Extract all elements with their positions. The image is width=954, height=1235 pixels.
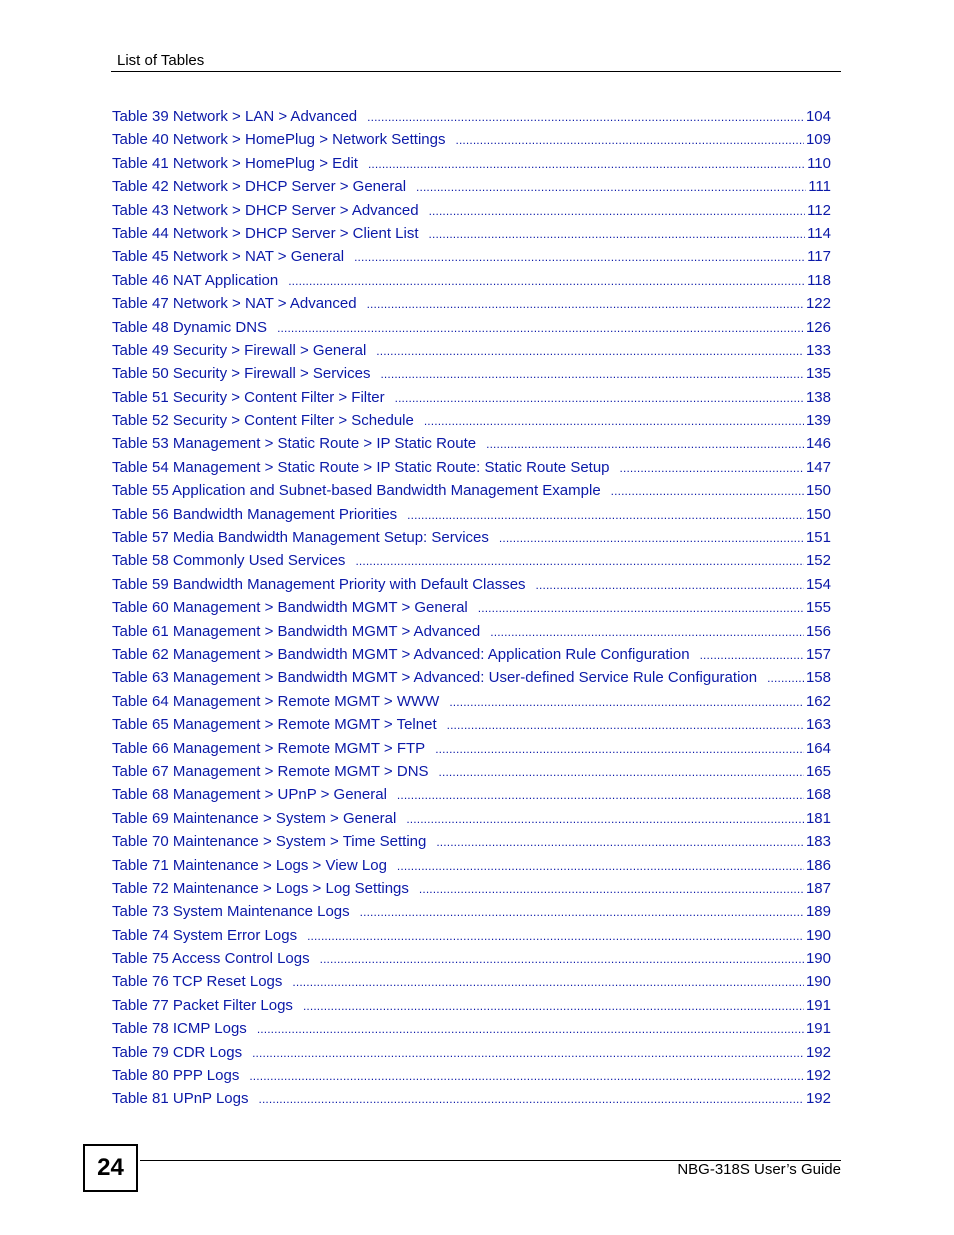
- toc-entry-link[interactable]: [112, 339, 831, 362]
- toc-entry-link[interactable]: [112, 549, 831, 572]
- dot-leader: [767, 667, 804, 690]
- toc-entry-page: 191: [805, 996, 831, 1014]
- toc-entry-link[interactable]: [112, 1041, 831, 1064]
- toc-entry-page: 189: [805, 903, 831, 921]
- toc-entry-title: Table 46 NAT Application: [112, 271, 279, 289]
- toc-entry-title: Table 76 TCP Reset Logs: [112, 973, 283, 991]
- toc-entry-title: Table 69 Maintenance > System > General: [112, 809, 397, 827]
- dot-leader: [354, 246, 805, 269]
- toc-entry-page: 150: [805, 505, 831, 523]
- dot-leader: [456, 129, 804, 152]
- toc-entry-link[interactable]: [112, 854, 831, 877]
- toc-entry-link[interactable]: [112, 316, 831, 339]
- toc-entry-title: Table 68 Management > UPnP > General: [112, 786, 387, 804]
- toc-entry-link[interactable]: [112, 1064, 831, 1087]
- toc-entry-page: 114: [807, 224, 831, 242]
- dot-leader: [424, 410, 804, 433]
- toc-entry-link[interactable]: [112, 994, 831, 1017]
- toc-entry-page: 111: [808, 178, 831, 196]
- dot-leader: [449, 691, 804, 714]
- list-of-tables: [112, 105, 831, 1111]
- dot-leader: [368, 153, 805, 176]
- toc-entry-title: Table 51 Security > Content Filter > Filter: [112, 388, 385, 406]
- toc-entry-link[interactable]: [112, 432, 831, 455]
- toc-entry-page: 168: [805, 786, 831, 804]
- toc-entry-page: 135: [805, 365, 831, 383]
- toc-entry-title: Table 44 Network > DHCP Server > Client List: [112, 224, 419, 242]
- toc-entry-link[interactable]: [112, 199, 831, 222]
- toc-entry-page: 112: [807, 201, 831, 219]
- toc-entry-title: Table 73 System Maintenance Logs: [112, 903, 350, 921]
- dot-leader: [499, 527, 804, 550]
- toc-entry-link[interactable]: [112, 924, 831, 947]
- toc-entry-link[interactable]: [112, 690, 831, 713]
- toc-entry-title: Table 52 Security > Content Filter > Schedule: [112, 412, 414, 430]
- dot-leader: [490, 621, 804, 644]
- toc-entry-title: Table 39 Network > LAN > Advanced: [112, 108, 358, 125]
- toc-entry-page: 118: [807, 271, 831, 289]
- dot-leader: [447, 714, 804, 737]
- dot-leader: [620, 457, 804, 480]
- toc-entry-page: 156: [805, 622, 831, 640]
- toc-entry-link[interactable]: [112, 737, 831, 760]
- toc-entry-page: 187: [805, 879, 831, 897]
- toc-entry-page: 186: [805, 856, 831, 874]
- dot-leader: [380, 363, 804, 386]
- toc-entry-link[interactable]: [112, 222, 831, 245]
- toc-entry-page: 155: [805, 599, 831, 617]
- toc-entry-title: Table 77 Packet Filter Logs: [112, 996, 293, 1014]
- toc-entry-title: Table 49 Security > Firewall > General: [112, 341, 367, 359]
- toc-entry-page: 154: [805, 575, 831, 593]
- toc-entry-title: Table 67 Management > Remote MGMT > DNS: [112, 762, 429, 780]
- toc-entry-link[interactable]: [112, 666, 831, 689]
- toc-entry-link[interactable]: [112, 292, 831, 315]
- toc-entry-title: Table 47 Network > NAT > Advanced: [112, 295, 357, 313]
- toc-entry-title: Table 71 Maintenance > Logs > View Log: [112, 856, 387, 874]
- toc-entry-link[interactable]: [112, 620, 831, 643]
- dot-leader: [395, 387, 804, 410]
- toc-entry-page: 139: [805, 412, 831, 430]
- toc-entry-link[interactable]: [112, 783, 831, 806]
- dot-leader: [360, 901, 804, 924]
- toc-entry-link[interactable]: [112, 830, 831, 853]
- toc-entry-title: Table 64 Management > Remote MGMT > WWW: [112, 692, 440, 710]
- toc-entry-link[interactable]: [112, 503, 831, 526]
- toc-entry-page: 164: [805, 739, 831, 757]
- toc-entry-page: 152: [805, 552, 831, 570]
- dot-leader: [478, 597, 804, 620]
- toc-entry-page: 192: [805, 1043, 831, 1061]
- dot-leader: [407, 504, 804, 527]
- toc-entry-title: Table 40 Network > HomePlug > Network Settings: [112, 131, 446, 149]
- page-header-title: List of Tables: [117, 52, 205, 69]
- toc-entry-title: Table 41 Network > HomePlug > Edit: [112, 154, 358, 172]
- toc-entry-link[interactable]: [112, 900, 831, 923]
- toc-entry-title: Table 79 CDR Logs: [112, 1043, 243, 1061]
- dot-leader: [367, 293, 804, 316]
- toc-entry-title: Table 80 PPP Logs: [112, 1067, 240, 1085]
- toc-entry-page: 147: [805, 458, 831, 476]
- toc-entry-title: Table 57 Media Bandwidth Management Setup: Services: [112, 529, 489, 547]
- toc-entry-page: 157: [805, 645, 831, 663]
- toc-entry-title: Table 54 Management > Static Route > IP Static Route: Static Route Setup: [112, 458, 610, 476]
- toc-entry-link[interactable]: [112, 760, 831, 783]
- toc-entry-page: 181: [805, 809, 831, 827]
- toc-entry-link[interactable]: [112, 807, 831, 830]
- toc-entry-title: Table 65 Management > Remote MGMT > Telnet: [112, 716, 437, 734]
- toc-entry-link[interactable]: [112, 526, 831, 549]
- dot-leader: [259, 1088, 804, 1111]
- toc-entry-link[interactable]: [112, 947, 831, 970]
- toc-entry-page: 192: [805, 1067, 831, 1085]
- dot-leader: [436, 831, 804, 854]
- toc-entry-title: Table 42 Network > DHCP Server > General: [112, 178, 407, 196]
- toc-entry-link[interactable]: [112, 970, 831, 993]
- toc-entry-link[interactable]: [112, 152, 831, 175]
- toc-entry-title: Table 74 System Error Logs: [112, 926, 298, 944]
- toc-entry-page: 151: [805, 529, 831, 547]
- toc-entry-page: 117: [807, 248, 831, 266]
- dot-leader: [536, 574, 804, 597]
- toc-entry-page: 190: [805, 950, 831, 968]
- toc-entry-link[interactable]: [112, 573, 831, 596]
- dot-leader: [486, 433, 804, 456]
- toc-entry-link[interactable]: [112, 1087, 831, 1110]
- toc-entry-title: Table 59 Bandwidth Management Priority with Default Classes: [112, 575, 526, 593]
- dot-leader: [419, 878, 804, 901]
- toc-entry-link[interactable]: [112, 269, 831, 292]
- toc-entry-link[interactable]: [112, 362, 831, 385]
- toc-entry-link[interactable]: [112, 877, 831, 900]
- dot-leader: [376, 340, 804, 363]
- toc-entry-title: Table 55 Application and Subnet-based Bandwidth Management Example: [112, 482, 601, 500]
- dot-leader: [397, 784, 804, 807]
- toc-entry-link[interactable]: [112, 643, 831, 666]
- dot-leader: [355, 550, 804, 573]
- toc-entry-title: Table 72 Maintenance > Logs > Log Settings: [112, 879, 409, 897]
- dot-leader: [277, 317, 804, 340]
- dot-leader: [292, 971, 804, 994]
- toc-entry-title: Table 45 Network > NAT > General: [112, 248, 345, 266]
- dot-leader: [367, 106, 804, 129]
- dot-leader: [611, 480, 804, 503]
- dot-leader: [397, 855, 804, 878]
- toc-entry-page: 190: [805, 973, 831, 991]
- toc-entry-title: Table 48 Dynamic DNS: [112, 318, 268, 336]
- toc-entry-title: Table 61 Management > Bandwidth MGMT > Advanced: [112, 622, 481, 640]
- toc-entry-page: 191: [805, 1020, 831, 1038]
- toc-entry-title: Table 66 Management > Remote MGMT > FTP: [112, 739, 426, 757]
- toc-entry-title: Table 50 Security > Firewall > Services: [112, 365, 371, 383]
- dot-leader: [416, 176, 806, 199]
- toc-entry-title: Table 75 Access Control Logs: [112, 950, 310, 968]
- toc-entry-page: 133: [805, 341, 831, 359]
- dot-leader: [303, 995, 804, 1018]
- toc-entry-page: 122: [805, 295, 831, 313]
- dot-leader: [249, 1065, 804, 1088]
- toc-entry-title: Table 58 Commonly Used Services: [112, 552, 346, 570]
- dot-leader: [429, 200, 806, 223]
- toc-entry-link[interactable]: [112, 105, 831, 128]
- toc-entry-link[interactable]: [112, 713, 831, 736]
- toc-entry-title: Table 70 Maintenance > System > Time Setting: [112, 833, 427, 851]
- toc-entry-page: 150: [805, 482, 831, 500]
- toc-entry-page: 192: [805, 1090, 831, 1108]
- toc-entry-title: Table 43 Network > DHCP Server > Advanced: [112, 201, 419, 219]
- page-number-box: [83, 1144, 138, 1192]
- toc-entry-link[interactable]: [112, 175, 831, 198]
- page-number: 24: [97, 1154, 124, 1181]
- dot-leader: [252, 1042, 804, 1065]
- toc-entry-link[interactable]: [112, 386, 831, 409]
- toc-entry-link[interactable]: [112, 596, 831, 619]
- toc-entry-title: Table 81 UPnP Logs: [112, 1090, 249, 1108]
- dot-leader: [439, 761, 804, 784]
- toc-entry-page: 158: [805, 669, 831, 687]
- dot-leader: [288, 270, 805, 293]
- toc-entry-title: Table 60 Management > Bandwidth MGMT > General: [112, 599, 468, 617]
- toc-entry-title: Table 62 Management > Bandwidth MGMT > Advanced: Application Rule Configuration: [112, 645, 690, 663]
- toc-entry-link[interactable]: [112, 409, 831, 432]
- toc-entry-page: 104: [805, 108, 831, 125]
- dot-leader: [429, 223, 806, 246]
- toc-entry-link[interactable]: [112, 128, 831, 151]
- toc-entry-link[interactable]: [112, 456, 831, 479]
- toc-entry-page: 109: [805, 131, 831, 149]
- toc-entry-page: 190: [805, 926, 831, 944]
- dot-leader: [257, 1018, 804, 1041]
- toc-entry-link[interactable]: [112, 479, 831, 502]
- header-rule: [111, 71, 841, 72]
- toc-entry-page: 162: [805, 692, 831, 710]
- toc-entry-title: Table 53 Management > Static Route > IP Static Route: [112, 435, 477, 453]
- dot-leader: [307, 925, 804, 948]
- toc-entry-page: 146: [805, 435, 831, 453]
- guide-title: NBG-318S User’s Guide: [677, 1161, 841, 1178]
- toc-entry-title: Table 56 Bandwidth Management Priorities: [112, 505, 398, 523]
- toc-entry-page: 165: [805, 762, 831, 780]
- dot-leader: [700, 644, 804, 667]
- toc-entry-link[interactable]: [112, 1017, 831, 1040]
- toc-entry-title: Table 63 Management > Bandwidth MGMT > Advanced: User-defined Service Rule Configuration: [112, 669, 758, 687]
- toc-entry-page: 183: [805, 833, 831, 851]
- toc-entry-page: 163: [805, 716, 831, 734]
- toc-entry-title: Table 78 ICMP Logs: [112, 1020, 247, 1038]
- dot-leader: [406, 808, 804, 831]
- toc-entry-page: 138: [805, 388, 831, 406]
- dot-leader: [435, 738, 804, 761]
- dot-leader: [320, 948, 804, 971]
- toc-entry-link[interactable]: [112, 245, 831, 268]
- toc-entry-page: 126: [805, 318, 831, 336]
- toc-entry-page: 110: [807, 154, 831, 172]
